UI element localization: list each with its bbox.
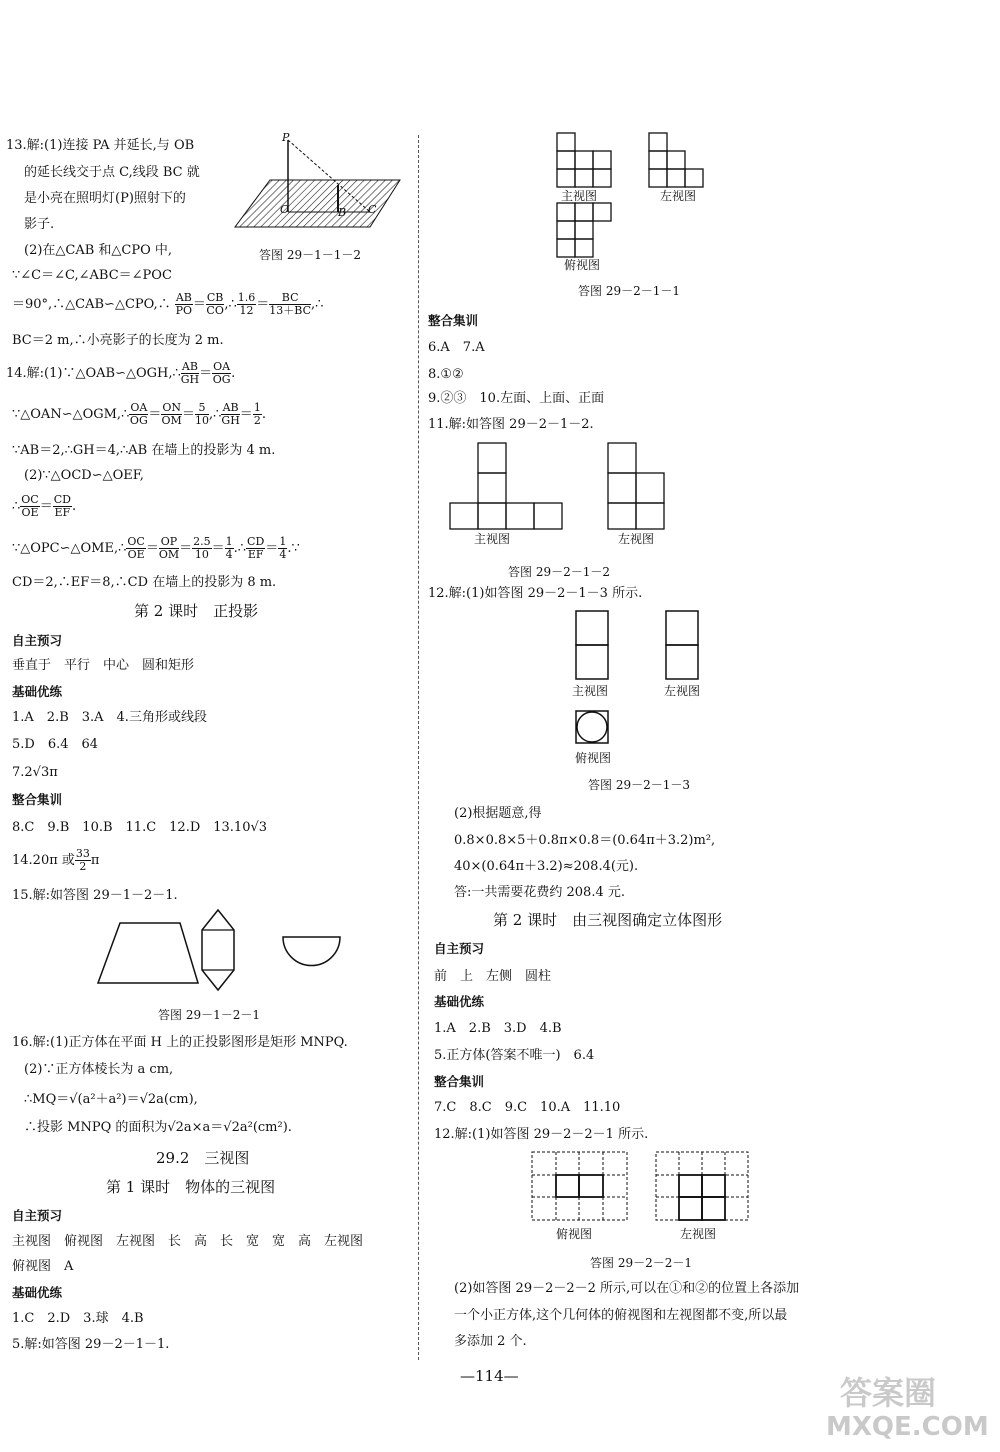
answer-line: ∴投影 MNPQ 的面积为√2a×a＝√2a²(cm²). [24,1120,292,1135]
three-view-figure-4 [531,1151,751,1226]
fraction: $\frac{1.6}{12}$ [237,291,256,318]
fraction: $\frac{OP}{OM}$ [158,535,180,562]
watermark-logo: 答案圈 [840,1374,937,1412]
answer-line: 12.解:(1)如答图 29－2－1－3 所示. [428,586,643,601]
q13-line3: 是小亮在照明灯(P)照射下的 [24,191,186,206]
label-b: B [338,206,347,219]
q14-line6: ∵△OPC∽△OME,∴ $\frac{OC}{OE}$ ＝ $\frac{OP}{OM}$ ＝ $\frac{2.5}{10}$ ＝ $\frac{1}{4}$ .∴ $\frac{CD}{EF}$ ＝ $\frac{1}{4}$ .∵ [12,535,300,562]
answer-line: 11.解:如答图 29－2－1－2. [428,417,594,432]
section-heading: 第 2 课时 由三视图确定立体图形 [493,911,723,929]
page-number: —114— [460,1367,519,1385]
fraction: $\frac{BC}{13+BC}$ [269,291,311,318]
fraction: $\frac{CD}{EF}$ [53,493,71,520]
fraction: $\frac{AB}{GH}$ [221,401,240,428]
fraction: $\frac{OA}{OG}$ [129,401,148,428]
answer-line: 5.解:如答图 29－2－1－1. [12,1337,170,1352]
q14-line1: 14.解:(1)∵△OAB∽△OGH,∴ $\frac{AB}{GH}$ ＝ $\frac{OA}{OG}$ . [6,360,236,387]
q14-line2: ∵△OAN∽△OGM,∴ $\frac{OA}{OG}$ ＝ $\frac{ON}{OM}$ ＝ $\frac{5}{10}$ ,∴ $\frac{AB}{GH}$ ＝ $\frac{1}{2}$ . [12,401,266,428]
figure-caption: 答图 29－2－1－2 [508,565,610,579]
subsection-heading: 整合集训 [12,792,63,807]
view-label: 主视图 [572,684,609,698]
answer-line: 主视图 俯视图 左视图 长 高 长 宽 宽 高 左视图 [12,1234,364,1249]
q14-line4: (2)∵△OCD∽△OEF, [24,468,144,483]
answer-line: 答:一共需要花费约 208.4 元. [454,885,625,900]
fraction: $\frac{CD}{EF}$ [247,535,265,562]
q14-line3: ∵AB＝2,∴GH＝4,∴AB 在墙上的投影为 4 m. [12,443,276,458]
fraction: $\frac{5}{10}$ [195,401,209,428]
answer-line: 1.A 2.B 3.D 4.B [434,1021,562,1036]
fraction: $\frac{OC}{OE}$ [127,535,145,562]
answer-line: 9.②③ 10.左面、上面、正面 [428,391,605,406]
answer-line: ∴MQ＝√(a²＋a²)＝√2a(cm), [24,1092,198,1107]
q13-line4: 影子. [24,217,55,232]
fraction: $\frac{AB}{GH}$ [180,360,200,387]
answer-line: 7.C 8.C 9.C 10.A 11.10 [434,1100,621,1115]
fraction: $\frac{OC}{OE}$ [21,493,39,520]
answer-line: 6.A 7.A [428,340,485,355]
answer-line: 15.解:如答图 29－1－2－1. [12,888,178,903]
figure-caption: 答图 29－1－1－2 [259,248,361,262]
q13-line7: ＝90°,∴△CAB∽△CPO,∴ $\frac{AB}{PO}$ ＝ $\frac{CB}{CO}$ ,∴ $\frac{1.6}{12}$ ＝ $\frac{BC}{13+BC}$ ,∴ [12,291,324,318]
answer-line: 俯视图 A [12,1259,74,1274]
fraction: $\frac{ON}{OM}$ [161,401,182,428]
q13-line2: 的延长线交于点 C,线段 BC 就 [24,165,200,180]
column-divider [418,135,419,1360]
section-heading: 第 1 课时 物体的三视图 [106,1178,276,1196]
figure-caption: 答图 29－1－2－1 [158,1008,260,1022]
fraction: $\frac{1}{4}$ [279,535,287,562]
subsection-heading: 自主预习 [434,941,485,956]
label-p: P [282,131,290,144]
figure-caption: 答图 29－2－1－3 [588,778,690,792]
subsection-heading: 整合集训 [428,313,479,328]
fraction: $\frac{1}{4}$ [225,535,233,562]
answer-line: 40×(0.64π＋3.2)≈208.4(元). [454,859,639,874]
answer-line: 8.C 9.B 10.B 11.C 12.D 13.10√3 [12,820,268,835]
q13-line5: (2)在△CAB 和△CPO 中, [24,243,173,258]
q13-line6: ∵∠C＝∠C,∠ABC＝∠POC [12,268,172,283]
answer-line: 14.20π 或 $\frac{33}{2}$ π [12,847,100,874]
view-label: 左视图 [680,1227,717,1241]
figure-caption: 答图 29－2－1－1 [578,284,680,298]
view-label: 左视图 [618,532,655,546]
projection-figure [90,905,370,995]
q14-line7: CD＝2,∴EF＝8,∴CD 在墙上的投影为 8 m. [12,575,277,590]
shadow-figure [230,130,410,240]
answer-line: (2)如答图 29－2－2－2 所示,可以在①和②的位置上各添加 [454,1281,800,1296]
figure-caption: 答图 29－2－2－1 [590,1256,692,1270]
subsection-heading: 自主预习 [12,633,63,648]
subsection-heading: 基础优练 [12,1285,63,1300]
q14-line5: ∴ $\frac{OC}{OE}$ ＝ $\frac{CD}{EF}$ . [12,493,77,520]
label-o: O [280,203,290,216]
answer-line: 一个小正方体,这个几何体的俯视图和左视图都不变,所以最 [454,1308,788,1323]
three-view-figure-3 [574,609,714,749]
fraction: $\frac{OA}{OG}$ [212,360,231,387]
answer-line: 8.①② [428,367,464,382]
answer-line: 1.C 2.D 3.球 4.B [12,1311,144,1326]
answer-line: (2)根据题意,得 [454,806,542,821]
subsection-heading: 整合集训 [434,1074,485,1089]
answer-line: 1.A 2.B 3.A 4.三角形或线段 [12,710,207,725]
section-heading: 29.2 三视图 [156,1149,250,1167]
view-label: 俯视图 [575,751,612,765]
watermark-url: MXQE.COM [826,1412,989,1442]
answer-line: 多添加 2 个. [454,1334,527,1349]
fraction: $\frac{2.5}{10}$ [193,535,211,562]
answer-line: 前 上 左侧 圆柱 [434,969,552,984]
fraction: $\frac{33}{2}$ [75,847,90,874]
subsection-heading: 自主预习 [12,1208,63,1223]
fraction: $\frac{CB}{CO}$ [206,291,224,318]
fraction: $\frac{AB}{PO}$ [175,291,193,318]
fraction: $\frac{1}{2}$ [253,401,261,428]
answer-line: 垂直于 平行 中心 圆和矩形 [12,658,195,673]
label-c: C [368,203,377,216]
view-label: 俯视图 [556,1227,593,1241]
view-label: 俯视图 [564,258,601,272]
answer-line: 7.2√3π [12,765,58,780]
three-view-figure-2 [450,441,670,531]
view-label: 左视图 [664,684,701,698]
answer-line: 5.D 6.4 64 [12,737,99,752]
section-heading: 第 2 课时 正投影 [134,602,259,620]
view-label: 主视图 [561,189,598,203]
answer-line: 16.解:(1)正方体在平面 H 上的正投影图形是矩形 MNPQ. [12,1035,348,1050]
view-label: 左视图 [660,189,697,203]
subsection-heading: 基础优练 [12,684,63,699]
answer-line: 12.解:(1)如答图 29－2－2－1 所示. [434,1127,649,1142]
q13-line1: 13.解:(1)连接 PA 并延长,与 OB [6,138,195,153]
answer-line: 0.8×0.8×5＋0.8π×0.8＝(0.64π＋3.2)m², [454,833,716,848]
subsection-heading: 基础优练 [434,994,485,1009]
answer-line: 5.正方体(答案不唯一) 6.4 [434,1048,595,1063]
view-label: 主视图 [474,532,511,546]
q13-line8: BC＝2 m,∴小亮影子的长度为 2 m. [12,333,224,348]
answer-line: (2)∵正方体棱长为 a cm, [24,1062,174,1077]
